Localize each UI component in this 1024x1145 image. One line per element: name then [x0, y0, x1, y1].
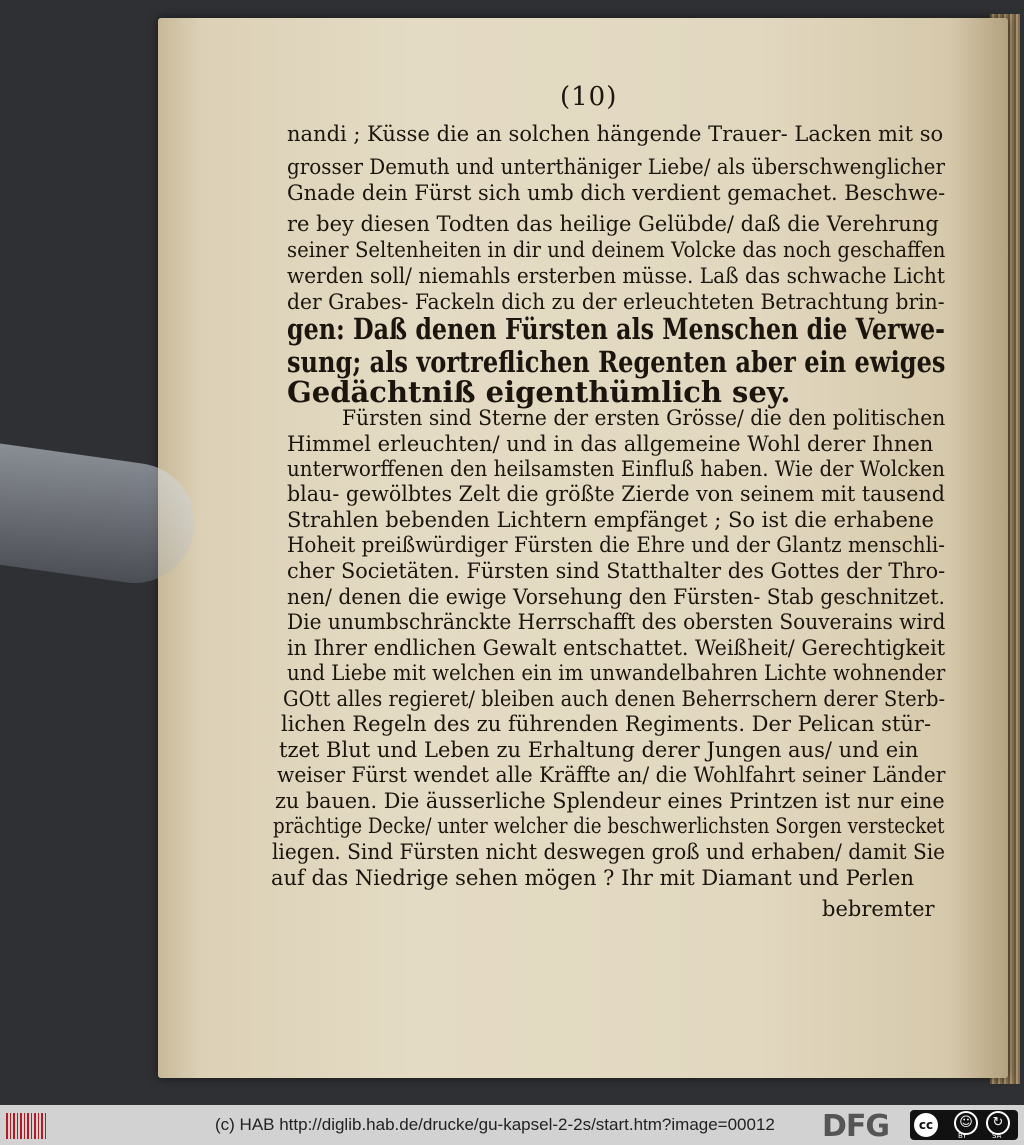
text-line: grosser Demuth und unterthäniger Liebe/ als überschwenglicher — [287, 155, 945, 179]
text-line: der Grabes- Fackeln dich zu der erleuchteten Betrachtung brin- — [287, 290, 945, 314]
text-line: cher Societäten. Fürsten sind Statthalter des Gottes der Thro- — [287, 559, 946, 583]
text-line: und Liebe mit welchen ein im unwandelbahren Lichte wohnender — [287, 661, 946, 685]
text-line: tzet Blut und Leben zu Erhaltung derer Jungen aus/ und ein — [279, 738, 919, 762]
text-line: weiser Fürst wendet alle Kräffte an/ die Wohlfahrt seiner Länder — [277, 763, 946, 787]
emphasis-line: sung; als vortreflichen Regenten aber ein ewiges — [287, 345, 946, 379]
page-number: (10) — [560, 82, 618, 112]
text-line: auf das Niedrige sehen mögen ? Ihr mit Diamant und Perlen — [271, 866, 915, 890]
footer-bar — [0, 1105, 1024, 1145]
cc-license-icon[interactable] — [910, 1110, 1018, 1140]
hab-barcode-icon — [6, 1113, 46, 1139]
text-line: blau- gewölbtes Zelt die größte Zierde von seinem mit tausend — [287, 482, 945, 506]
text-line: lichen Regeln des zu führenden Regiments. Der Pelican stür- — [281, 712, 932, 736]
text-line: re bey diesen Todten das heilige Gelübde/ daß die Verehrung — [287, 212, 939, 236]
text-line: werden soll/ niemahls ersterben müsse. Laß das schwache Licht — [287, 264, 945, 288]
text-line: Gnade dein Fürst sich umb dich verdient gemachet. Beschwe- — [287, 181, 946, 205]
catchword: bebremter — [822, 897, 935, 921]
sa-label: SA — [992, 1132, 1002, 1140]
emphasis-line: gen: Daß denen Fürsten als Menschen die Verwe- — [287, 312, 945, 346]
text-line: nen/ denen die ewige Vorsehung den Fürsten- Stab geschnitzet. — [287, 585, 945, 609]
text-line: GOtt alles regieret/ bleiben auch denen Beherrschern derer Sterb- — [283, 687, 946, 711]
text-line: seiner Seltenheiten in dir und deinem Volcke das noch geschaffen — [287, 238, 946, 262]
share-alike-icon: ↻ — [986, 1111, 1010, 1135]
by-label: BY — [958, 1132, 967, 1140]
text-line: in Ihrer endlichen Gewalt entschattet. Weißheit/ Gerechtigkeit — [287, 636, 946, 660]
person-icon: ☺ — [954, 1111, 978, 1135]
text-line: prächtige Decke/ unter welcher die beschwerlichsten Sorgen verstecket — [273, 814, 945, 838]
text-line: liegen. Sind Fürsten nicht deswegen groß und erhaben/ damit Sie — [272, 840, 946, 864]
text-line: zu bauen. Die äusserliche Splendeur eines Printzen ist nur eine — [275, 789, 945, 813]
cc-icon: cc — [914, 1113, 938, 1137]
text-line: Die unumbschränckte Herrschafft des obersten Souverains wird — [287, 610, 946, 634]
text-line: unterworffenen den heilsamsten Einfluß haben. Wie der Wolcken — [287, 457, 945, 481]
source-link[interactable]: (c) HAB http://diglib.hab.de/drucke/gu-kapsel-2-2s/start.htm?image=00012 — [215, 1115, 775, 1134]
dfg-logo: DFG — [822, 1109, 890, 1144]
text-line: Himmel erleuchten/ und in das allgemeine Wohl derer Ihnen — [287, 432, 934, 456]
paragraph-start: Fürsten sind Sterne der ersten Grösse/ die den politischen — [342, 406, 946, 430]
text-line: Strahlen bebenden Lichtern empfänget ; So ist die erhabene — [287, 508, 934, 532]
text-line: Hoheit preißwürdiger Fürsten die Ehre und der Glantz menschli- — [287, 533, 946, 557]
emphasis-line: Gedächtniß eigenthümlich sey. — [287, 375, 791, 409]
text-line: nandi ; Küsse die an solchen hängende Trauer- Lacken mit so — [287, 122, 944, 146]
